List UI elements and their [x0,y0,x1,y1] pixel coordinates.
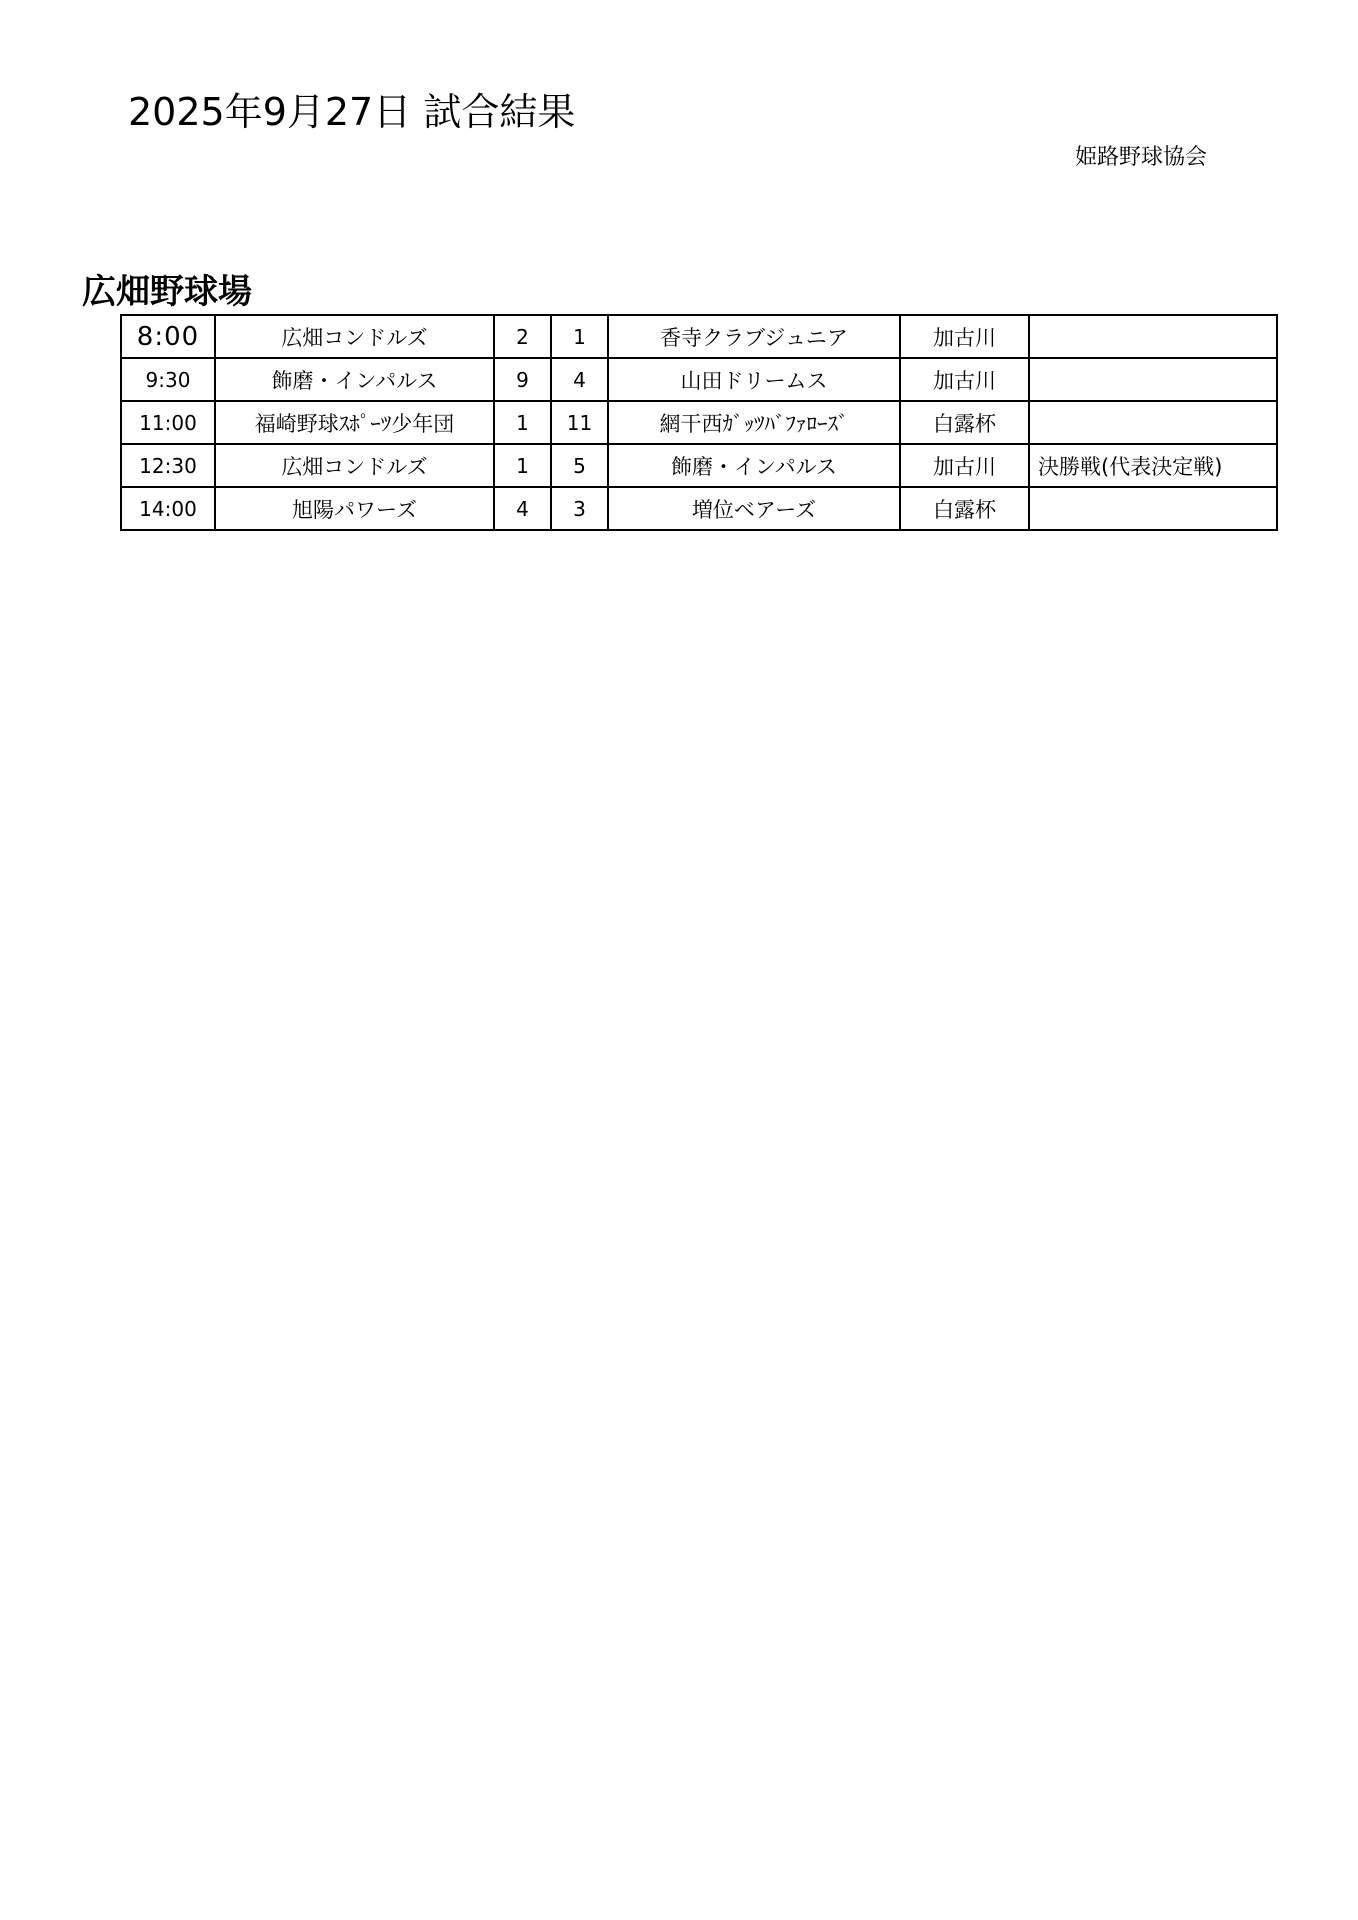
game-time: 8:00 [121,315,215,358]
team1-score: 2 [494,315,551,358]
game-time: 14:00 [121,487,215,530]
venue-heading: 広畑野球場 [82,272,252,312]
team1-name: 福崎野球ｽﾎﾟｰﾂ少年団 [215,401,494,444]
team1-name: 旭陽パワーズ [215,487,494,530]
cup-name: 加古川 [900,358,1029,401]
team2-name: 香寺クラブジュニア [608,315,900,358]
team2-score: 1 [551,315,608,358]
table-row [121,444,1277,487]
table-row [121,315,1277,358]
team2-score: 3 [551,487,608,530]
cup-name: 加古川 [900,444,1029,487]
team1-name: 広畑コンドルズ [215,315,494,358]
page-title: 2025年9月27日 試合結果 [128,90,576,134]
table-row [121,487,1277,530]
cup-name: 白露杯 [900,401,1029,444]
game-note [1029,401,1277,444]
cup-name: 白露杯 [900,487,1029,530]
organization-name: 姫路野球協会 [1075,145,1208,170]
team1-name: 飾磨・インパルス [215,358,494,401]
team1-score: 1 [494,401,551,444]
team1-score: 9 [494,358,551,401]
table-row [121,358,1277,401]
team1-score: 4 [494,487,551,530]
team2-score: 11 [551,401,608,444]
team2-name: 網干西ｶﾞｯﾂﾊﾞﾌｧﾛｰｽﾞ [608,401,900,444]
team2-score: 4 [551,358,608,401]
team2-name: 増位ベアーズ [608,487,900,530]
game-time: 11:00 [121,401,215,444]
game-note [1029,487,1277,530]
table-row [121,401,1277,444]
team2-name: 山田ドリームス [608,358,900,401]
game-note: 決勝戦(代表決定戦) [1029,444,1277,487]
team1-score: 1 [494,444,551,487]
game-note [1029,358,1277,401]
team1-name: 広畑コンドルズ [215,444,494,487]
game-note [1029,315,1277,358]
game-time: 12:30 [121,444,215,487]
cup-name: 加古川 [900,315,1029,358]
team2-name: 飾磨・インパルス [608,444,900,487]
results-table [120,314,1278,531]
team2-score: 5 [551,444,608,487]
game-time: 9:30 [121,358,215,401]
